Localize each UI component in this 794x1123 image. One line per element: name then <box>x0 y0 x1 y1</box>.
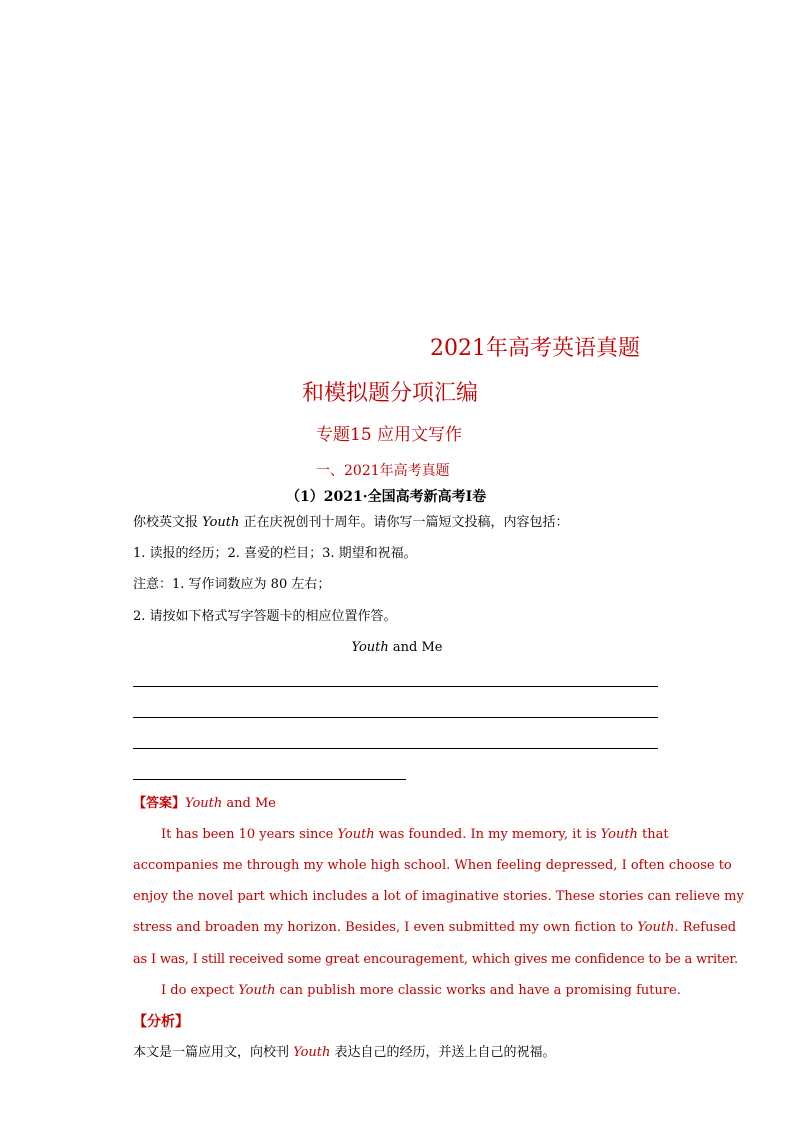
question-note1: 注意：1. 写作词数应为 80 左右； <box>133 577 331 592</box>
main-title-line1: 2021年高考英语真题 <box>430 336 640 361</box>
answer-line <box>133 686 658 687</box>
answer-line <box>133 748 658 749</box>
analysis-heading: 【分析】 <box>133 1014 189 1030</box>
answer-line-3: enjoy the novel part which includes a lot of imaginative stories. These stories can relieve my <box>133 889 744 904</box>
answer-line <box>133 779 406 780</box>
topic-title: 专题15 应用文写作 <box>316 425 463 445</box>
answer-line <box>133 717 658 718</box>
question-note2: 2. 请按如下格式写字答题卡的相应位置作答。 <box>133 609 397 624</box>
question-heading: （1）2021·全国高考新高考Ⅰ卷 <box>286 489 487 505</box>
question-points: 1. 读报的经历；2. 喜爱的栏目；3. 期望和祝福。 <box>133 546 417 561</box>
section-heading: 一、2021年高考真题 <box>316 463 450 479</box>
answer-heading: 【答案】Youth and Me <box>133 796 276 811</box>
answer-line-1: It has been 10 years since Youth was founded. In my memory, it is Youth that <box>161 827 669 842</box>
main-title-line2: 和模拟题分项汇编 <box>302 381 479 406</box>
essay-title: Youth and Me <box>351 640 443 655</box>
question-intro: 你校英文报 Youth 正在庆祝创刊十周年。请你写一篇短文投稿，内容包括： <box>133 515 569 530</box>
answer-line-2: accompanies me through my whole high school. When feeling depressed, I often choose to <box>133 858 732 873</box>
answer-line-4: stress and broaden my horizon. Besides, I even submitted my own fiction to Youth. Refused <box>133 920 737 935</box>
answer-line-6: I do expect Youth can publish more classic works and have a promising future. <box>161 983 681 998</box>
answer-line-5: as I was, I still received some great encouragement, which gives me confidence to be a writer. <box>133 952 738 967</box>
analysis-text: 本文是一篇应用文，向校刊 Youth 表达自己的经历，并送上自己的祝福。 <box>133 1045 556 1060</box>
